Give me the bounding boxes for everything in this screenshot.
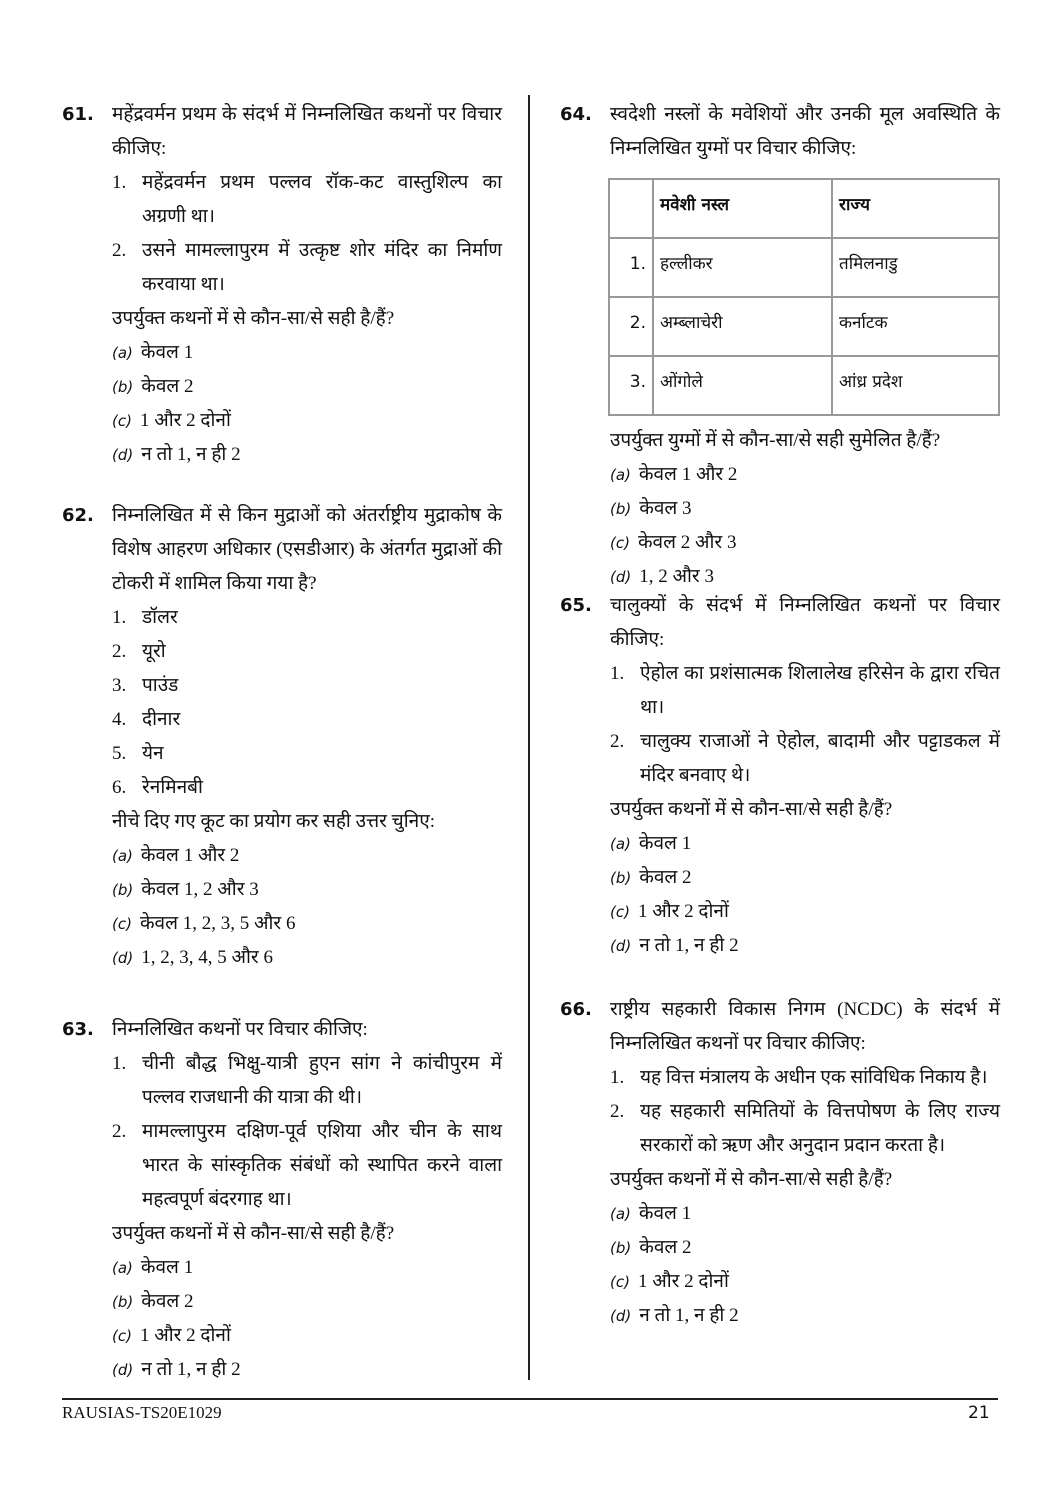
statement-text: पाउंड — [142, 675, 179, 696]
question-62 — [62, 499, 502, 975]
statement — [112, 635, 502, 669]
question-prompt: नीचे दिए गए कूट का प्रयोग कर सही उत्तर चुनिए: — [112, 811, 435, 832]
table-cell: अम्ब्लाचेरी — [653, 297, 832, 356]
answer-option — [112, 1285, 502, 1319]
answer-option — [610, 492, 1000, 526]
statement-number: 3. — [112, 675, 127, 696]
option-text: न तो 1, न ही 2 — [639, 935, 739, 956]
statement — [610, 725, 1000, 793]
table-header-row — [609, 179, 999, 238]
answer-option — [112, 336, 502, 370]
statement — [112, 703, 502, 737]
statement-number: 5. — [112, 743, 127, 764]
question-61 — [62, 98, 502, 472]
statement-text: चीनी बौद्ध भिक्षु-यात्री हुएन सांग ने कांचीपुरम में पल्लव राजधानी की यात्रा की थी। — [142, 1053, 502, 1108]
option-text: केवल 1 और 2 — [638, 464, 738, 485]
question-63 — [62, 1013, 502, 1387]
statement-text: उसने मामल्लापुरम में उत्कृष्ट शोर मंदिर का निर्माण करवाया था। — [142, 240, 502, 295]
answer-option — [610, 861, 1000, 895]
footer-rule — [62, 1398, 998, 1400]
option-label: (a) — [112, 344, 133, 362]
option-text: केवल 1, 2, 3, 5 और 6 — [139, 913, 296, 934]
question-number: 66. — [560, 999, 592, 1020]
option-text: केवल 1 — [638, 1203, 692, 1224]
question-number: 63. — [62, 1019, 94, 1040]
option-label: (d) — [112, 446, 134, 464]
statement — [112, 1115, 502, 1217]
answer-option — [112, 907, 502, 941]
table-header — [609, 179, 653, 238]
question-stem: स्वदेशी नस्लों के मवेशियों और उनकी मूल अवस्थिति के निम्नलिखित युग्मों पर विचार कीजिए: — [610, 104, 1000, 159]
statement-number: 1. — [112, 172, 127, 193]
option-text: 1 और 2 दोनों — [637, 1271, 729, 1292]
option-label: (c) — [610, 903, 630, 921]
statement — [112, 234, 502, 302]
question-stem: चालुक्यों के संदर्भ में निम्नलिखित कथनों पर विचार कीजिए: — [610, 595, 1000, 650]
question-stem: राष्ट्रीय सहकारी विकास निगम (NCDC) के संदर्भ में निम्नलिखित कथनों पर विचार कीजिए: — [610, 999, 1000, 1054]
answer-option — [112, 438, 502, 472]
page-number: 21 — [968, 1403, 990, 1423]
option-label: (b) — [610, 1239, 632, 1257]
option-text: 1, 2 और 3 — [639, 566, 714, 587]
statement-text: दीनार — [142, 709, 181, 730]
option-label: (d) — [610, 937, 632, 955]
answer-option — [610, 458, 1000, 492]
option-text: 1 और 2 दोनों — [139, 1325, 231, 1346]
statement-number: 2. — [610, 1101, 625, 1122]
statement-number: 1. — [610, 1067, 625, 1088]
question-number: 61. — [62, 104, 94, 125]
answer-option — [610, 929, 1000, 963]
answer-option — [112, 1251, 502, 1285]
statement-number: 2. — [112, 240, 127, 261]
statement — [112, 771, 502, 805]
option-text: केवल 3 — [639, 498, 692, 519]
statement-text: यह वित्त मंत्रालय के अधीन एक सांविधिक निकाय है। — [640, 1067, 988, 1088]
question-number: 64. — [560, 104, 592, 125]
statement-number: 2. — [610, 731, 625, 752]
statement — [112, 669, 502, 703]
answer-option — [112, 873, 502, 907]
statement-number: 1. — [112, 607, 127, 628]
pairs-table — [608, 178, 1000, 416]
option-label: (d) — [610, 1307, 632, 1325]
question-prompt: उपर्युक्त कथनों में से कौन-सा/से सही है/हैं? — [610, 799, 893, 820]
answer-option — [112, 1319, 502, 1353]
question-prompt: उपर्युक्त कथनों में से कौन-सा/से सही है/हैं? — [610, 1169, 893, 1190]
option-text: न तो 1, न ही 2 — [141, 444, 241, 465]
option-label: (b) — [112, 881, 134, 899]
answer-option — [610, 1265, 1000, 1299]
statement-number: 1. — [610, 663, 625, 684]
table-row — [609, 356, 999, 415]
question-64 — [560, 98, 1000, 594]
option-label: (b) — [610, 500, 632, 518]
option-text: 1, 2, 3, 4, 5 और 6 — [141, 947, 273, 968]
statement-number: 2. — [112, 641, 127, 662]
answer-option — [610, 895, 1000, 929]
statement-number: 2. — [112, 1121, 127, 1142]
table-row — [609, 297, 999, 356]
question-66 — [560, 993, 1000, 1333]
table-header: राज्य — [832, 179, 999, 238]
question-prompt: उपर्युक्त कथनों में से कौन-सा/से सही है/हैं? — [112, 308, 395, 329]
statement-text: रेनमिनबी — [142, 777, 203, 798]
table-cell: 2. — [609, 297, 653, 356]
question-65 — [560, 589, 1000, 963]
question-prompt: उपर्युक्त युग्मों में से कौन-सा/से सही सुमेलित है/हैं? — [610, 430, 941, 451]
statement-text: यूरो — [142, 641, 166, 662]
statement-text: यह सहकारी समितियों के वित्तपोषण के लिए राज्य सरकारों को ऋण और अनुदान प्रदान करता है। — [640, 1101, 1000, 1156]
answer-option — [112, 839, 502, 873]
statement — [112, 1047, 502, 1115]
statement-text: मामल्लापुरम दक्षिण-पूर्व एशिया और चीन के साथ भारत के सांस्कृतिक संबंधों को स्थापित करने वाला महत्वपूर्ण बंदरगाह था। — [142, 1121, 502, 1210]
question-number: 62. — [62, 505, 94, 526]
statement-text: चालुक्य राजाओं ने ऐहोल, बादामी और पट्टाडकल में मंदिर बनवाए थे। — [640, 731, 1000, 786]
option-label: (b) — [112, 1293, 134, 1311]
option-label: (d) — [610, 568, 632, 586]
option-label: (a) — [610, 1205, 631, 1223]
option-text: केवल 1 और 2 — [140, 845, 240, 866]
option-text: केवल 2 — [141, 1291, 194, 1312]
option-text: केवल 2 और 3 — [637, 532, 737, 553]
answer-option — [112, 941, 502, 975]
question-stem: निम्नलिखित में से किन मुद्राओं को अंतर्राष्ट्रीय मुद्राकोष के विशेष आहरण अधिकार (एसडीआर) के अंतर्गत मुद्राओं की टोकरी में शामिल किया गया है? — [112, 505, 502, 594]
option-text: 1 और 2 दोनों — [637, 901, 729, 922]
option-text: न तो 1, न ही 2 — [639, 1305, 739, 1326]
statement-text: ऐहोल का प्रशंसात्मक शिलालेख हरिसेन के द्वारा रचित था। — [640, 663, 1000, 718]
option-text: केवल 1 — [638, 833, 692, 854]
answer-option — [610, 526, 1000, 560]
statement-number: 1. — [112, 1053, 127, 1074]
answer-option — [112, 370, 502, 404]
option-label: (a) — [610, 835, 631, 853]
question-number: 65. — [560, 595, 592, 616]
answer-option — [610, 827, 1000, 861]
statement — [112, 166, 502, 234]
option-text: केवल 1 — [140, 1257, 194, 1278]
statement — [112, 737, 502, 771]
answer-option — [112, 1353, 502, 1387]
question-prompt: उपर्युक्त कथनों में से कौन-सा/से सही है/हैं? — [112, 1223, 395, 1244]
question-stem: महेंद्रवर्मन प्रथम के संदर्भ में निम्नलिखित कथनों पर विचार कीजिए: — [112, 104, 502, 159]
option-text: केवल 1, 2 और 3 — [141, 879, 259, 900]
option-label: (b) — [112, 378, 134, 396]
statement-text: डॉलर — [142, 607, 178, 628]
option-label: (c) — [112, 915, 132, 933]
table-cell: 1. — [609, 238, 653, 297]
table-cell: कर्नाटक — [832, 297, 999, 356]
statement-text: येन — [142, 743, 164, 764]
answer-option — [610, 1299, 1000, 1333]
option-label: (c) — [112, 412, 132, 430]
option-text: केवल 2 — [639, 867, 692, 888]
option-label: (a) — [610, 466, 631, 484]
table-cell: ओंगोले — [653, 356, 832, 415]
statement-text: महेंद्रवर्मन प्रथम पल्लव रॉक-कट वास्तुशिल्प का अग्रणी था। — [142, 172, 502, 227]
option-label: (d) — [112, 1361, 134, 1379]
table-cell: आंध्र प्रदेश — [832, 356, 999, 415]
table-header: मवेशी नस्ल — [653, 179, 832, 238]
option-label: (c) — [610, 534, 630, 552]
table-row — [609, 238, 999, 297]
option-text: केवल 1 — [140, 342, 194, 363]
option-text: न तो 1, न ही 2 — [141, 1359, 241, 1380]
option-label: (d) — [112, 949, 134, 967]
question-stem: निम्नलिखित कथनों पर विचार कीजिए: — [112, 1019, 368, 1040]
statement — [610, 1061, 1000, 1095]
table-cell: तमिलनाडु — [832, 238, 999, 297]
table-cell: 3. — [609, 356, 653, 415]
option-text: 1 और 2 दोनों — [139, 410, 231, 431]
option-label: (b) — [610, 869, 632, 887]
answer-option — [610, 1197, 1000, 1231]
table-cell: हल्लीकर — [653, 238, 832, 297]
option-label: (c) — [610, 1273, 630, 1291]
statement — [112, 601, 502, 635]
answer-option — [112, 404, 502, 438]
option-text: केवल 2 — [141, 376, 194, 397]
option-label: (a) — [112, 847, 133, 865]
option-text: केवल 2 — [639, 1237, 692, 1258]
statement — [610, 657, 1000, 725]
statement — [610, 1095, 1000, 1163]
answer-option — [610, 1231, 1000, 1265]
column-divider — [528, 95, 530, 1380]
statement-number: 6. — [112, 777, 127, 798]
footer-code: RAUSIAS-TS20E1029 — [62, 1403, 222, 1422]
statement-number: 4. — [112, 709, 127, 730]
option-label: (c) — [112, 1327, 132, 1345]
option-label: (a) — [112, 1259, 133, 1277]
